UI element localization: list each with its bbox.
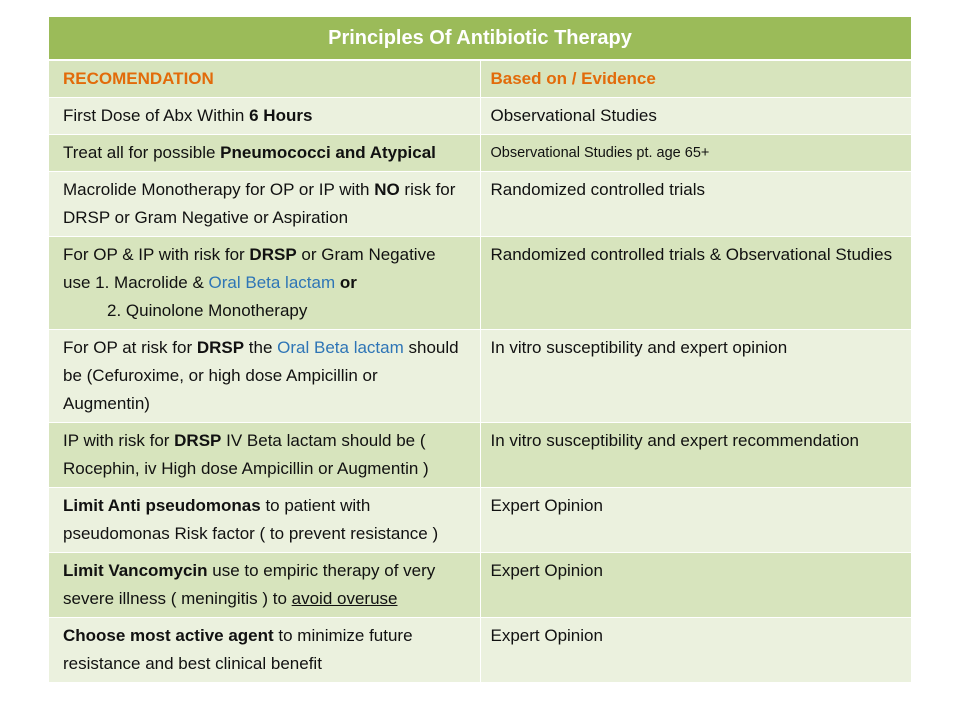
recommendation-cell [49, 330, 481, 423]
bold-text: or [335, 273, 357, 292]
text: to minimize future resistance and best clinical benefit [63, 626, 413, 673]
bold-text: Choose most active agent [63, 626, 274, 645]
table-row [49, 553, 912, 618]
text: For OP & IP with risk for [63, 245, 250, 264]
bold-text: DRSP [174, 431, 222, 450]
recommendation-cell [49, 488, 481, 553]
recommendation-cell [49, 553, 481, 618]
evidence-cell: In vitro susceptibility and expert recommendation [480, 423, 912, 488]
header-evidence: Based on / Evidence [480, 60, 912, 98]
evidence-cell: Randomized controlled trials [480, 172, 912, 237]
list-item: 2. Quinolone Monotherapy [107, 301, 308, 320]
bold-text: 6 Hours [249, 106, 313, 125]
text: risk for DRSP or Gram Negative or Aspiration [63, 180, 456, 227]
bold-text: DRSP [196, 338, 245, 357]
recommendation-cell [49, 98, 481, 135]
table-title: Principles Of Antibiotic Therapy [49, 17, 912, 61]
antibiotic-therapy-table [48, 16, 912, 683]
recommendation-cell [49, 618, 481, 683]
text: First Dose of Abx Within [63, 106, 250, 125]
table-row [49, 172, 912, 237]
recommendation-cell [49, 237, 481, 330]
header-recommendation: RECOMENDATION [49, 60, 481, 98]
text: the [244, 338, 278, 357]
evidence-cell: Expert Opinion [480, 618, 912, 683]
recommendation-cell [49, 423, 481, 488]
evidence-cell: Randomized controlled trials & Observational Studies [480, 237, 912, 330]
recommendation-cell [49, 135, 481, 172]
evidence-cell: Observational Studies pt. age 65+ [480, 135, 912, 172]
highlight-text: Oral Beta lactam [277, 338, 404, 357]
table-row [49, 618, 912, 683]
text: IP with risk for [63, 431, 175, 450]
highlight-text: Oral Beta lactam [208, 273, 336, 292]
bold-text: Pneumococci and Atypical [220, 143, 436, 162]
bold-text: Limit Vancomycin [63, 561, 208, 580]
table-row [49, 98, 912, 135]
table-header-row [49, 60, 912, 98]
table-row [49, 237, 912, 330]
text: use to empiric therapy of very severe illness ( meningitis ) to [63, 561, 436, 608]
evidence-cell: Expert Opinion [480, 488, 912, 553]
table-row [49, 488, 912, 553]
text: should be (Cefuroxime, or high dose Ampicillin or Augmentin) [63, 338, 459, 413]
table-title-row [49, 17, 912, 61]
text: Macrolide Monotherapy for OP or IP with [63, 180, 375, 199]
text: or Gram Negative use 1. Macrolide & [63, 245, 436, 292]
evidence-cell: Observational Studies [480, 98, 912, 135]
underlined-text: avoid overuse [291, 589, 398, 608]
table-row [49, 423, 912, 488]
table-row [49, 330, 912, 423]
text: IV Beta lactam should be ( Rocephin, iv High dose Ampicillin or Augmentin ) [63, 431, 429, 478]
bold-text: Limit Anti pseudomonas [63, 496, 261, 515]
recommendation-cell [49, 172, 481, 237]
bold-text: DRSP [249, 245, 297, 264]
text: For OP at risk for [63, 338, 197, 357]
text: to patient with pseudomonas Risk factor ( to prevent resistance ) [63, 496, 439, 543]
evidence-cell: In vitro susceptibility and expert opinion [480, 330, 912, 423]
text: Treat all for possible [63, 143, 221, 162]
table-row [49, 135, 912, 172]
evidence-cell: Expert Opinion [480, 553, 912, 618]
bold-text: NO [374, 180, 400, 199]
